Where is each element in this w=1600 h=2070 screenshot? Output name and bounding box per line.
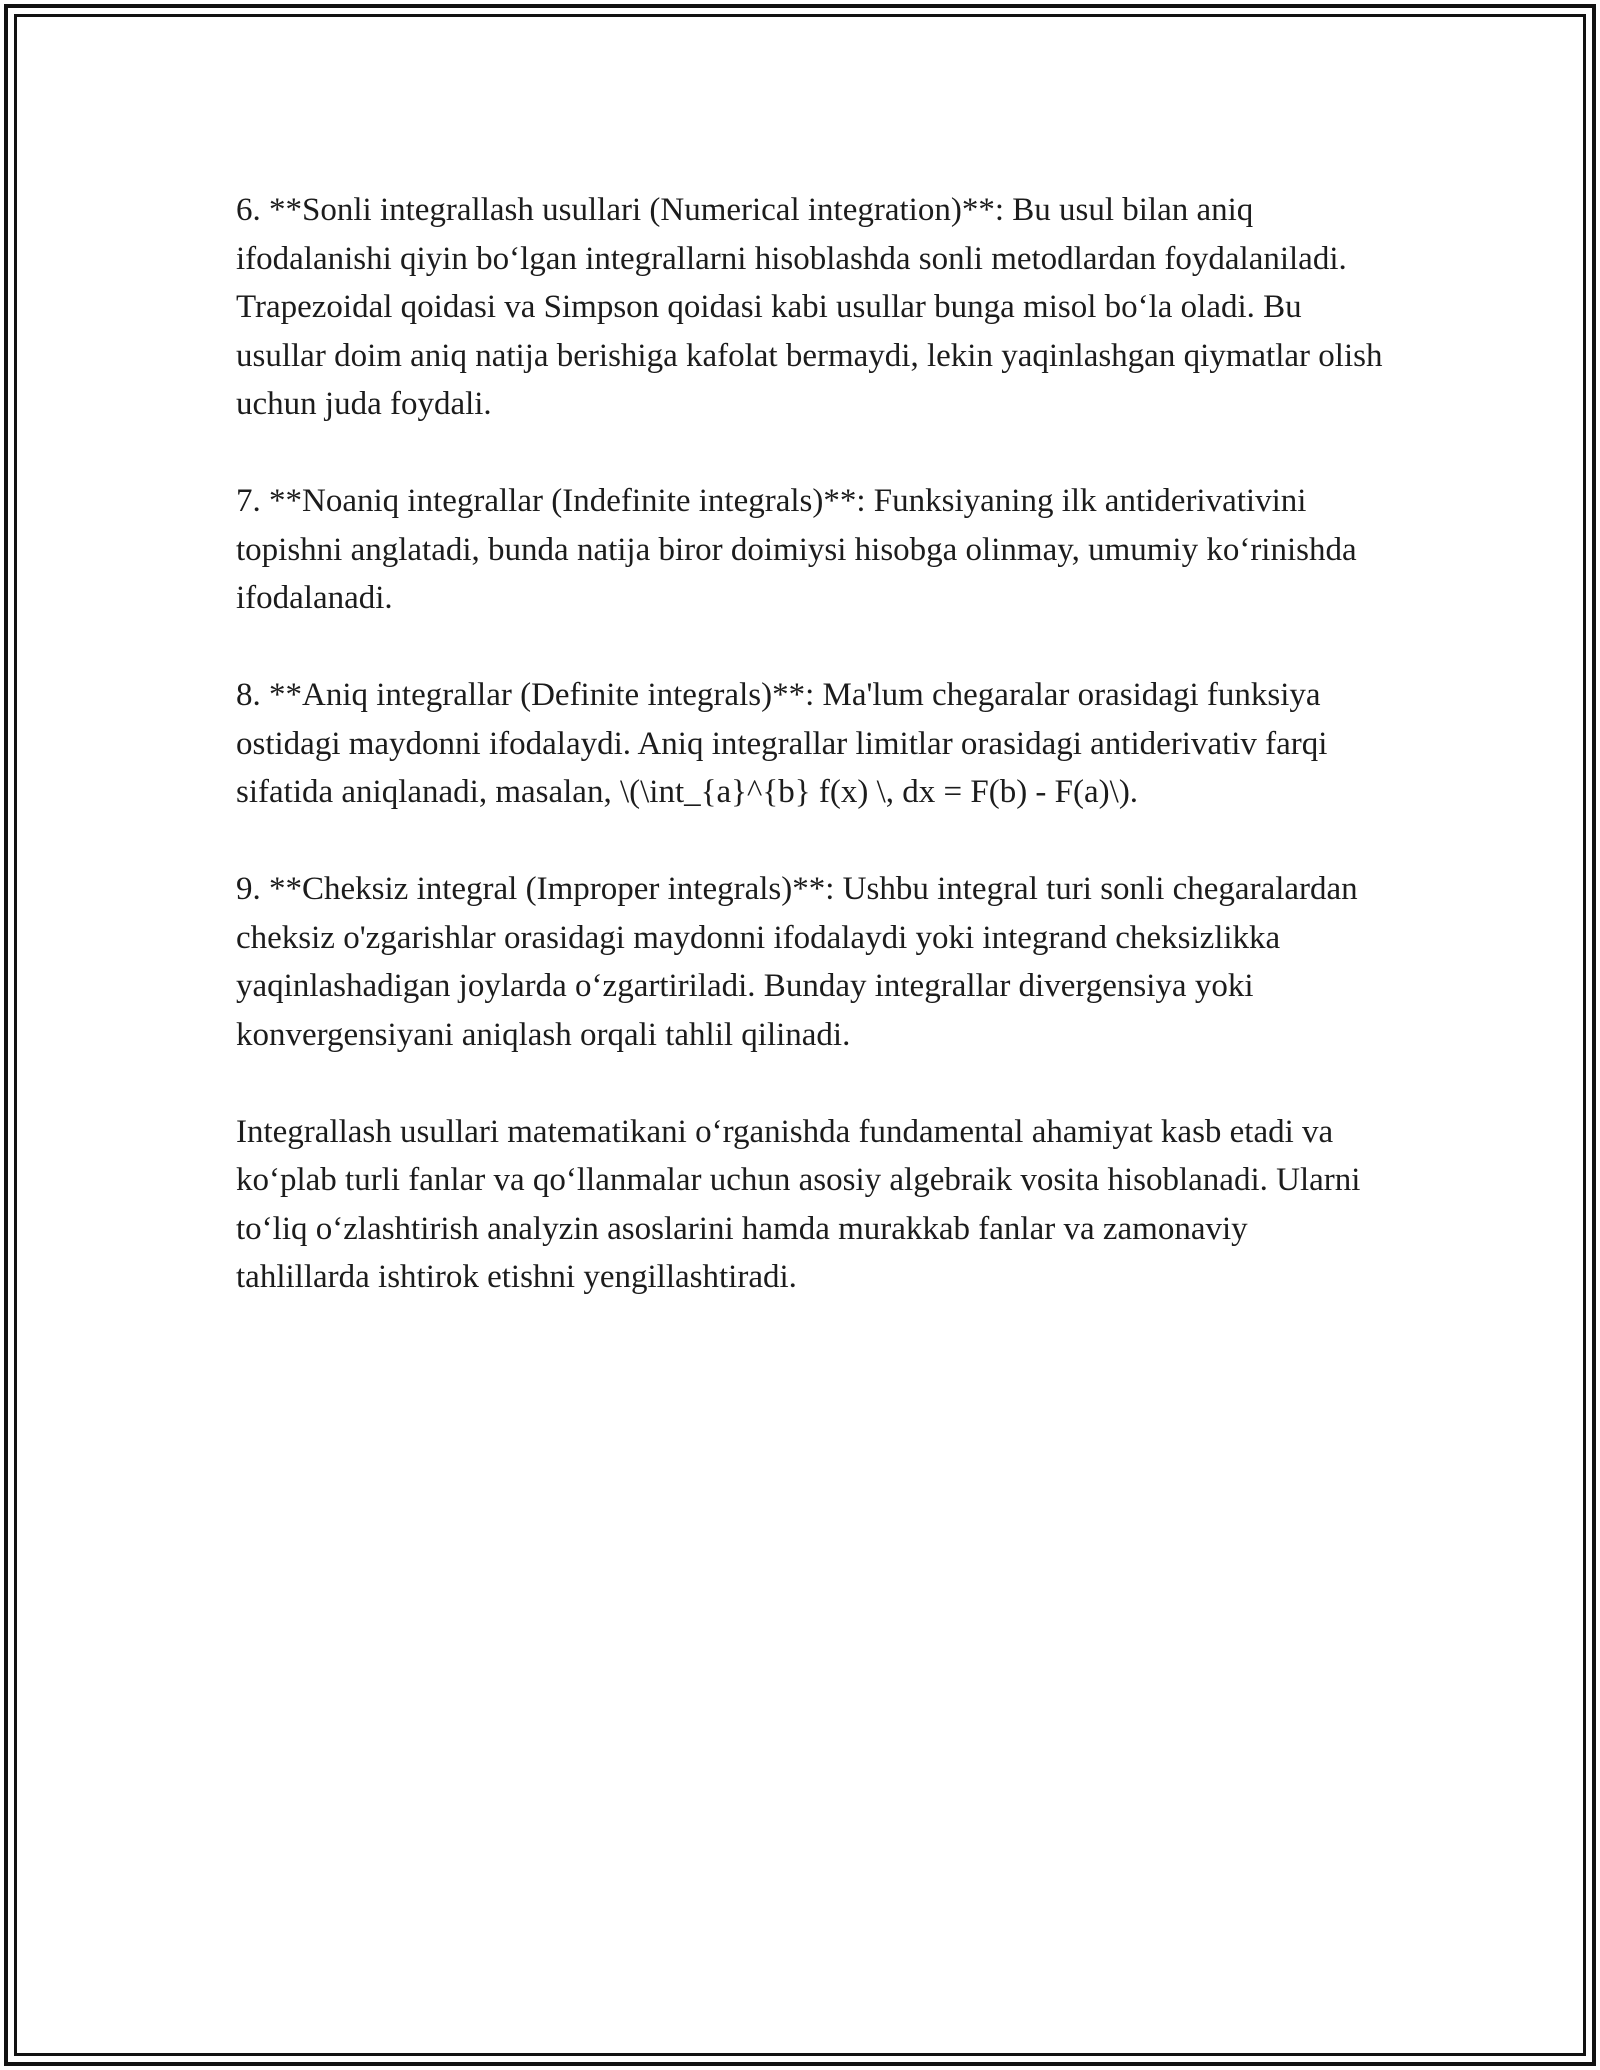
paragraph-conclusion: Integrallash usullari matematikani o‘rganishda fundamental ahamiyat kasb etadi va ko‘plab turli fanlar va qo‘llanmalar uchun asosiy algebraik vosita hisoblanadi. Ularni to‘liq o‘zlashtirish analyzin asoslarini hamda murakkab fanlar va zamonaviy tahlillarda ishtirok etishni yengillashtiradi. <box>236 1113 1361 1295</box>
paragraph-numerical-integration: 6. **Sonli integrallash usullari (Numerical integration)**: Bu usul bilan aniq ifodalanishi qiyin bo‘lgan integrallarni hisoblashda sonli metodlardan foydalaniladi. Trapezoidal qoidasi va Simpson qoidasi kabi usullar bunga misol bo‘la oladi. Bu usullar doim aniq natija berishiga kafolat bermaydi, lekin yaqinlashgan qiymatlar olish uchun juda foydali. <box>236 192 1383 422</box>
document-body <box>236 186 1386 1350</box>
paragraph-indefinite-integrals: 7. **Noaniq integrallar (Indefinite integrals)**: Funksiyaning ilk antiderivativini topishni anglatadi, bunda natija biror doimiysi hisobga olinmay, umumiy ko‘rinishda ifodalanadi. <box>236 483 1357 616</box>
paragraph-improper-integrals: 9. **Cheksiz integral (Improper integrals)**: Ushbu integral turi sonli chegaralardan cheksiz o'zgarishlar orasidagi maydonni ifodalaydi yoki integrand cheksizlikka yaqinlashadigan joylarda o‘zgartiriladi. Bunday integrallar divergensiya yoki konvergensiyani aniqlash orqali tahlil qilinadi. <box>236 871 1358 1053</box>
paragraph-definite-integrals: 8. **Aniq integrallar (Definite integrals)**: Ma'lum chegaralar orasidagi funksiya ostidagi maydonni ifodalaydi. Aniq integrallar limitlar orasidagi antiderivativ farqi sifatida aniqlanadi, masalan, \(\int_{a}^{b} f(x) \, dx = F(b) - F(a)\). <box>236 677 1328 810</box>
